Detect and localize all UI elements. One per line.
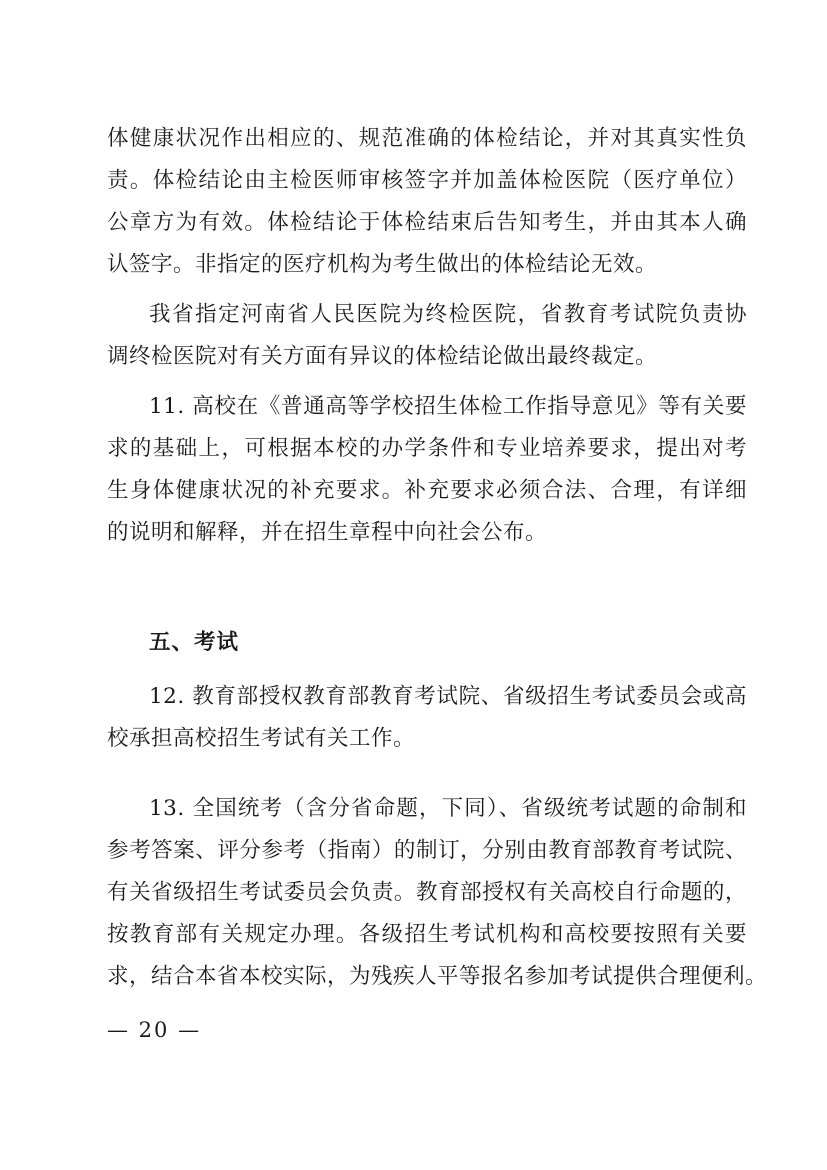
paragraph-line: 认签字。非指定的医疗机构为考生做出的体检结论无效。 <box>107 252 658 277</box>
paragraph-line: 12. 教育部授权教育部教育考试院、省级招生考试委员会或高 <box>149 684 747 709</box>
paragraph-line: 生身体健康状况的补充要求。补充要求必须合法、合理，有详细 <box>107 478 747 503</box>
paragraph-line: 调终检医院对有关方面有异议的体检结论做出最终裁定。 <box>107 344 658 369</box>
paragraph-line: 的说明和解释，并在招生章程中向社会公布。 <box>107 520 548 545</box>
paragraph-line: 责。体检结论由主检医师审核签字并加盖体检医院（医疗单位） <box>107 168 747 193</box>
section-heading: 五、考试 <box>149 630 240 655</box>
page-number: — 20 — <box>107 1018 202 1042</box>
paragraph-line: 体健康状况作出相应的、规范准确的体检结论，并对其真实性负 <box>107 126 747 151</box>
paragraph-line: 参考答案、评分参考（指南）的制订，分别由教育部教育考试院、 <box>107 838 747 863</box>
paragraph-line: 按教育部有关规定办理。各级招生考试机构和高校要按照有关要 <box>107 922 747 947</box>
paragraph-line: 校承担高校招生考试有关工作。 <box>107 726 416 751</box>
paragraph-line: 我省指定河南省人民医院为终检医院，省教育考试院负责协 <box>149 302 747 327</box>
paragraph-line: 公章方为有效。体检结论于体检结束后告知考生，并由其本人确 <box>107 210 747 235</box>
paragraph-line: 11. 高校在《普通高等学校招生体检工作指导意见》等有关要 <box>149 394 747 419</box>
paragraph-line: 求，结合本省本校实际，为残疾人平等报名参加考试提供合理便利。 <box>107 964 768 989</box>
paragraph-line: 有关省级招生考试委员会负责。教育部授权有关高校自行命题的， <box>107 880 747 905</box>
paragraph-line: 求的基础上，可根据本校的办学条件和专业培养要求，提出对考 <box>107 436 747 461</box>
paragraph-line: 13. 全国统考（含分省命题，下同）、省级统考试题的命制和 <box>149 796 747 821</box>
